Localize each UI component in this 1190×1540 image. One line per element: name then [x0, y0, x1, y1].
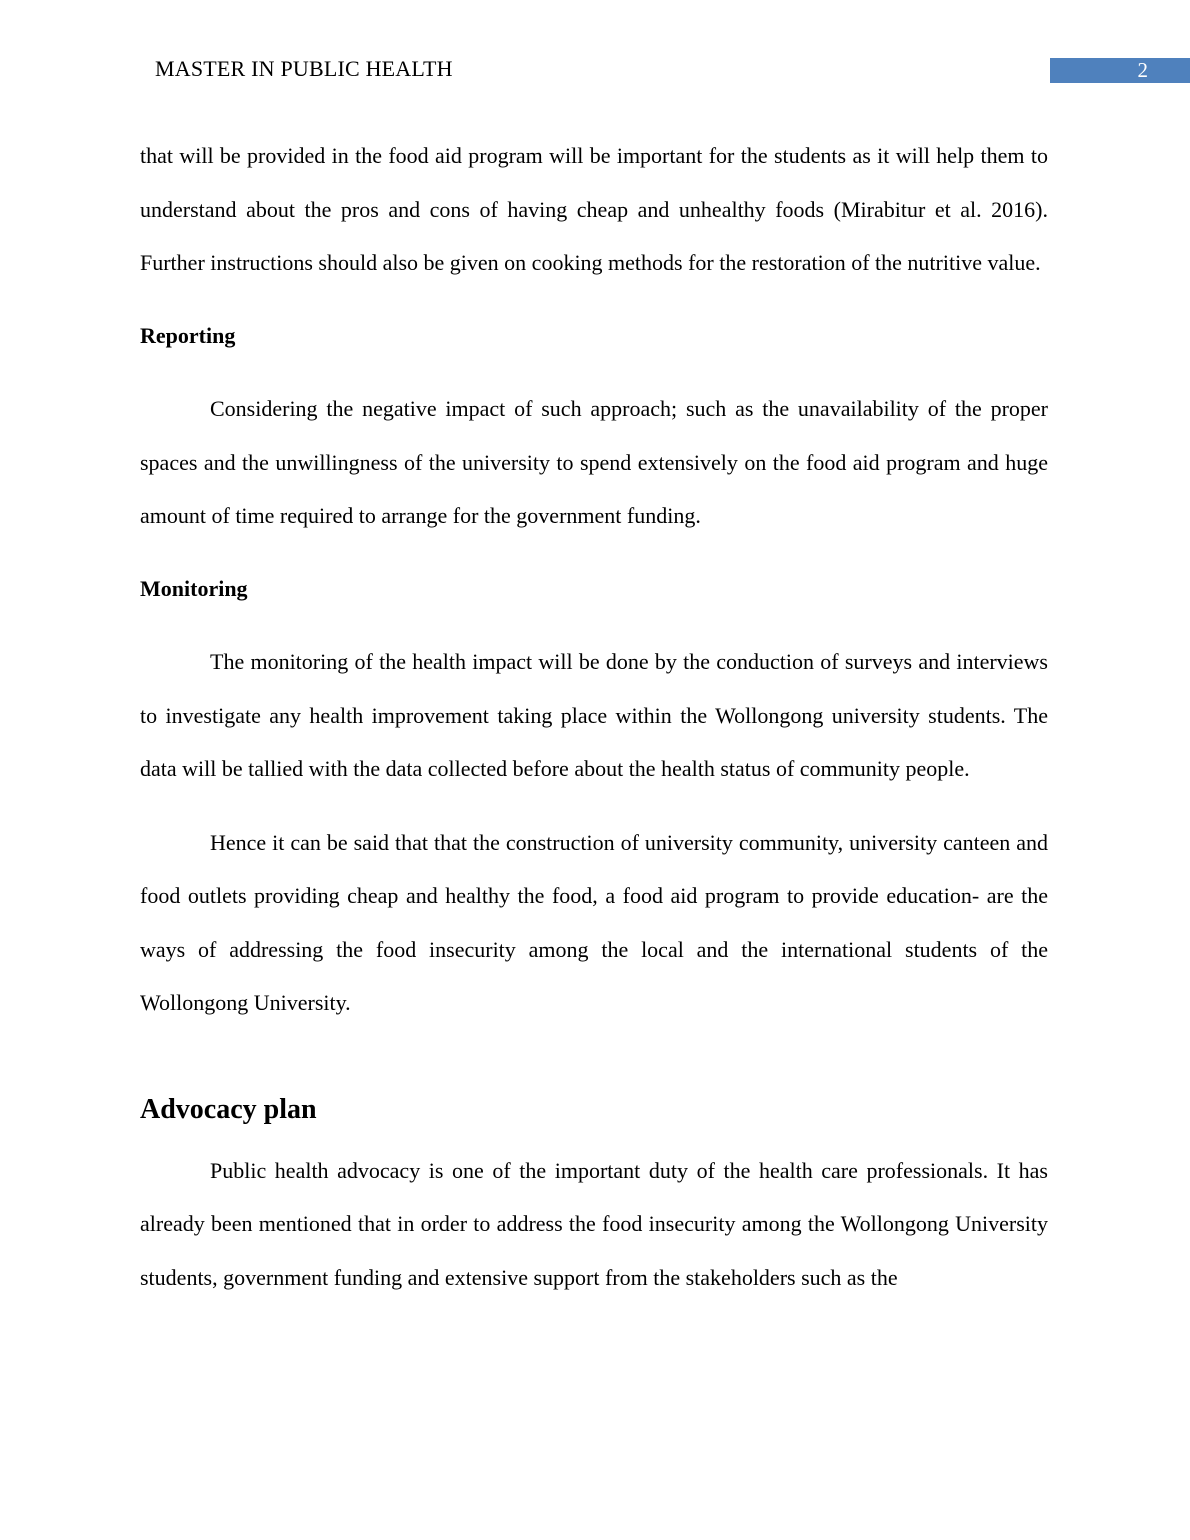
paragraph-continuation: that will be provided in the food aid program will be important for the students as it will help them to understand about the pros and cons of having cheap and unhealthy foods (Mirabitur et al. 2016). Further instructions should also be given on cooking methods for the restoration of the nutritive value.: [140, 143, 1048, 275]
paragraph-reporting: Considering the negative impact of such approach; such as the unavailability of the proper spaces and the unwillingness of the university to spend extensively on the food aid program and huge amount of time required to arrange for the government funding.: [140, 396, 1048, 528]
paragraph-monitoring: The monitoring of the health impact will be done by the conduction of surveys and interviews to investigate any health improvement taking place within the Wollongong university students. The data will be tallied with the data collected before about the health status of community people.: [140, 649, 1048, 781]
heading-advocacy-plan: Advocacy plan: [140, 1093, 317, 1125]
document-body: [140, 129, 1048, 1304]
paragraph-advocacy: Public health advocacy is one of the important duty of the health care professionals. It has already been mentioned that in order to address the food insecurity among the Wollongong University students, government funding and extensive support from the stakeholders such as the: [140, 1157, 1048, 1290]
running-header-title: MASTER IN PUBLIC HEALTH: [155, 56, 453, 81]
paragraph-conclusion: Hence it can be said that that the construction of university community, university canteen and food outlets providing cheap and healthy the food, a food aid program to provide education- are the ways of addressing the food insecurity among the local and the international students of the Wollongong University.: [140, 829, 1048, 1015]
page-number-badge: [1050, 58, 1190, 83]
heading-reporting: Reporting: [140, 322, 236, 348]
page-number: 2: [1137, 58, 1148, 82]
heading-monitoring: Monitoring: [140, 575, 248, 601]
